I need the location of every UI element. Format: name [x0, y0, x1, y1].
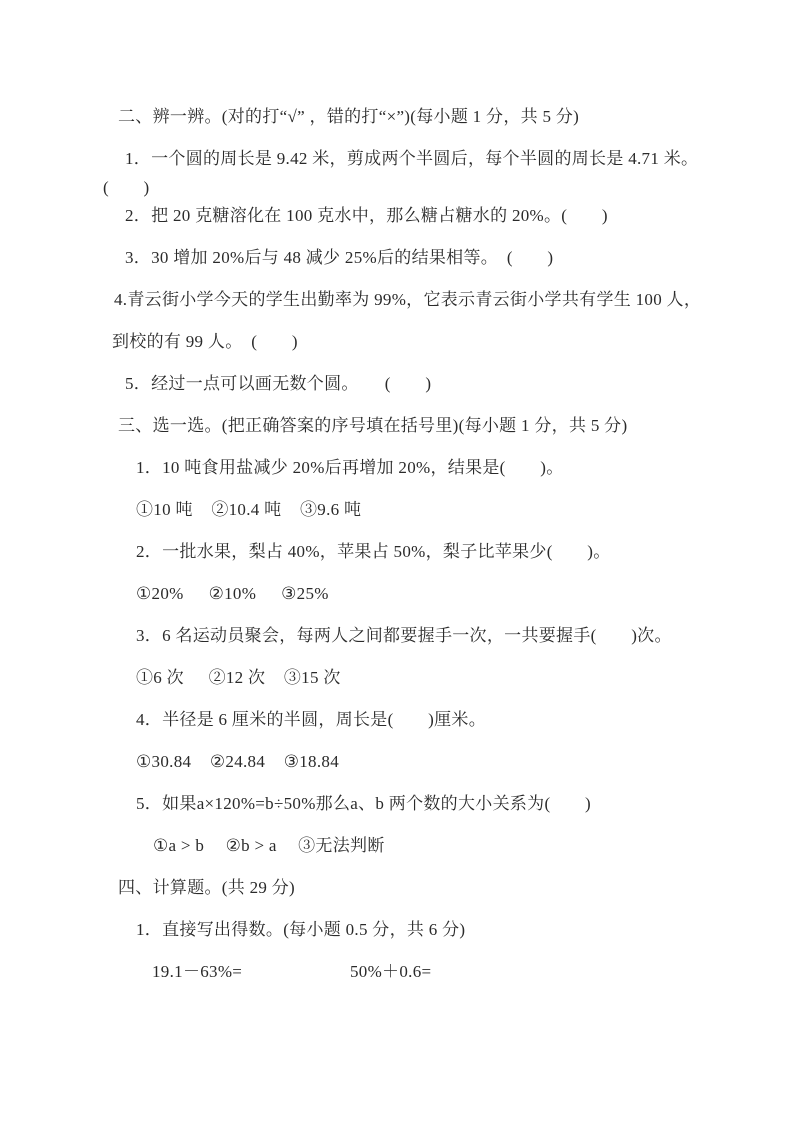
option-1: ①30.84 [136, 752, 192, 771]
option-3: ③18.84 [283, 752, 340, 771]
judge-question-4-text: 4.青云街小学今天的学生出勤率为 99%，它表示青云街小学共有学生 100 人， [114, 290, 702, 309]
expression-1: 19.1－63%= [152, 962, 243, 981]
judge-question-4-continuation: 到校的有 99 人。 ( ) [112, 332, 298, 351]
expression-2: 50%＋0.6= [350, 962, 432, 981]
option-3: ③9.6 吨 [299, 500, 362, 519]
choice-question-2: 2．一批水果，梨占 40%，苹果占 50%，梨子比苹果少( )。 [136, 542, 611, 561]
judge-question-1-text: 1．一个圆的周长是 9.42 米，剪成两个半圆后，每个半圆的周长是 4.71 米。 [125, 149, 699, 168]
option-3: ③无法判断 [298, 836, 385, 855]
option-2: ②b > a [225, 836, 277, 855]
choice-question-2-options [88, 580, 735, 608]
choice-question-5-options [88, 832, 735, 860]
judge-question-3: 3．30 增加 20%后与 48 减少 25%后的结果相等。 ( ) [125, 248, 554, 267]
choice-question-3-options [88, 664, 735, 692]
option-2: ②10% [208, 584, 257, 603]
option-1: ①6 次 [136, 668, 184, 687]
option-1: ①20% [136, 584, 184, 603]
judge-question-5: 5．经过一点可以画无数个圆。 ( ) [125, 374, 432, 393]
option-3: ③25% [281, 584, 329, 603]
option-2: ②24.84 [209, 752, 266, 771]
calc-expressions-row [88, 958, 735, 986]
calc-subquestion-1-heading: 1．直接写出得数。(每小题 0.5 分，共 6 分) [136, 920, 466, 939]
section-4-heading: 四、计算题。(共 29 分) [118, 878, 296, 897]
option-2: ②10.4 吨 [211, 500, 282, 519]
section-3-heading: 三、选一选。(把正确答案的序号填在括号里)(每小题 1 分，共 5 分) [118, 416, 628, 435]
choice-question-4: 4．半径是 6 厘米的半圆，周长是( )厘米。 [136, 710, 487, 729]
option-1: ①10 吨 [136, 500, 193, 519]
choice-question-1-options [88, 496, 735, 524]
choice-question-5: 5．如果a×120%=b÷50%那么a、b 两个数的大小关系为( ) [136, 794, 591, 813]
option-1: ①a > b [153, 836, 205, 855]
choice-question-3: 3．6 名运动员聚会，每两人之间都要握手一次，一共要握手( )次。 [136, 626, 672, 645]
option-3: ③15 次 [283, 668, 341, 687]
choice-question-4-options [88, 748, 735, 776]
judge-question-2: 2．把 20 克糖溶化在 100 克水中，那么糖占糖水的 20%。( ) [125, 206, 608, 225]
option-2: ②12 次 [208, 668, 266, 687]
judge-question-1-answer-blank: ( ) [103, 178, 150, 197]
choice-question-1: 1．10 吨食用盐减少 20%后再增加 20%，结果是( )。 [136, 458, 564, 477]
section-2-heading: 二、辨一辨。(对的打“√” ，错的打“×”)(每小题 1 分，共 5 分) [118, 107, 580, 126]
